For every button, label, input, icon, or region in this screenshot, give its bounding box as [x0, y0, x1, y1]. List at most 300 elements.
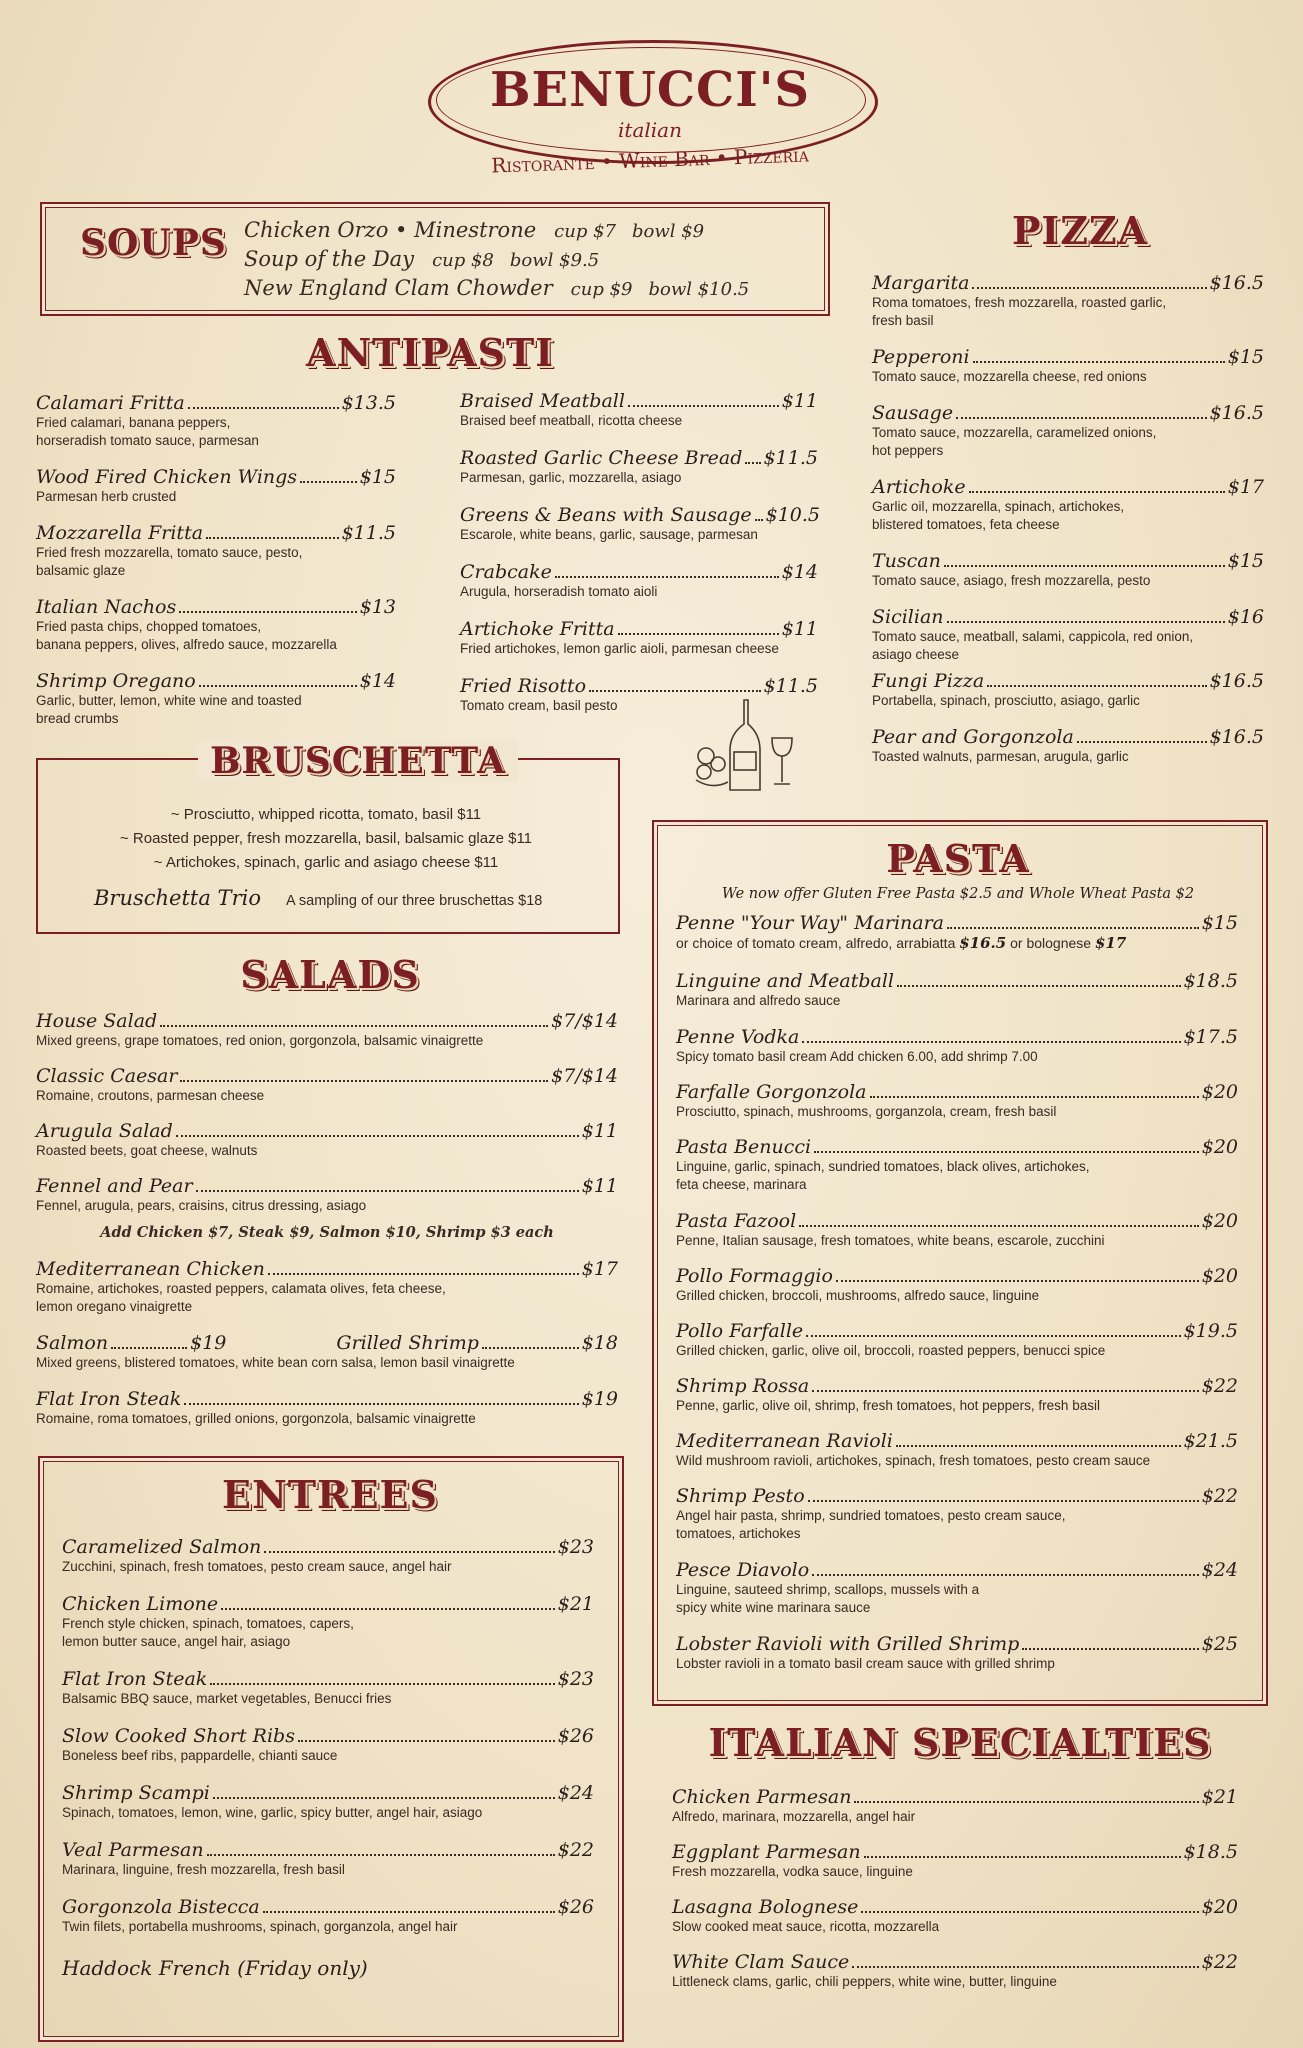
menu-item-price: $14 — [359, 670, 396, 692]
menu-item-row — [872, 402, 1264, 424]
menu-item-row — [36, 466, 396, 488]
menu-item-price: $21.5 — [1183, 1430, 1238, 1452]
menu-item-row — [36, 1258, 618, 1280]
menu-item — [672, 1896, 1238, 1936]
menu-item-name: Veal Parmesan — [62, 1839, 204, 1861]
menu-item — [460, 561, 818, 601]
menu-item — [672, 1841, 1238, 1881]
menu-item-row — [676, 1633, 1238, 1655]
menu-item-row — [62, 1896, 594, 1918]
menu-item-name: Pasta Fazool — [676, 1210, 797, 1232]
menu-item-name: Arugula Salad — [36, 1120, 173, 1142]
menu-item — [676, 1375, 1238, 1415]
menu-item-price: $11.5 — [763, 447, 818, 469]
menu-item-price: $14 — [781, 561, 818, 583]
menu-item-price: $20 — [1201, 1265, 1238, 1287]
dot-leader — [206, 537, 339, 539]
menu-item-row — [872, 272, 1264, 294]
menu-item-name: Shrimp Oregano — [36, 670, 196, 692]
menu-item — [872, 402, 1264, 460]
menu-item-price: $15 — [359, 466, 396, 488]
menu-item-price: $13 — [359, 596, 396, 618]
menu-item — [676, 1559, 1238, 1617]
logo-name: BENUCCI'S — [489, 62, 811, 118]
menu-item — [676, 970, 1238, 1010]
menu-item — [36, 1065, 618, 1105]
soup-bowl-price: bowl $9 — [631, 221, 705, 242]
menu-item-row — [672, 1786, 1238, 1808]
menu-item — [676, 1265, 1238, 1305]
menu-item-name: Gorgonzola Bistecca — [62, 1896, 260, 1918]
salad-addon: Add Chicken $7, Steak $9, Salmon $10, Shrimp $3 each — [100, 1224, 554, 1241]
menu-item-row — [62, 1725, 594, 1747]
menu-item-row — [672, 1841, 1238, 1863]
menu-item-row — [676, 1375, 1238, 1397]
menu-item-row — [62, 1593, 594, 1615]
logo-sub: italian — [618, 118, 682, 142]
desc-text: or choice of tomato cream, alfredo, arrabiatta — [676, 935, 960, 951]
menu-item — [676, 1633, 1238, 1673]
logo-tagline: Ristorante • Wine Bar • Pizzeria — [490, 142, 810, 178]
menu-item-row — [872, 550, 1264, 572]
menu-item-name: Shrimp Scampi — [62, 1782, 210, 1804]
dot-leader — [179, 611, 356, 613]
menu-item-name: Calamari Fritta — [36, 392, 185, 414]
dot-leader — [300, 481, 357, 483]
menu-item-row — [62, 1668, 594, 1690]
menu-item-desc: Roma tomatoes, fresh mozzarella, roasted garlic, fresh basil — [872, 295, 1167, 328]
dot-leader — [956, 417, 1207, 419]
menu-item-name: Pollo Farfalle — [676, 1320, 804, 1342]
menu-item-name: Crabcake — [460, 561, 552, 583]
salmon-shrimp-row — [36, 1332, 618, 1372]
dot-leader — [987, 685, 1206, 687]
dot-leader — [264, 1551, 554, 1553]
menu-item-row — [676, 1320, 1238, 1342]
soup-cup-price: cup $8 — [432, 250, 494, 271]
menu-item-row — [36, 1332, 618, 1354]
menu-item-name: Fungi Pizza — [872, 670, 985, 692]
dot-leader — [897, 985, 1181, 987]
dot-leader — [221, 1608, 555, 1610]
menu-item-desc: Tomato sauce, mozzarella cheese, red onions — [872, 369, 1147, 384]
dot-leader — [947, 621, 1225, 623]
menu-item-row — [676, 1026, 1238, 1048]
menu-item-row — [460, 390, 818, 412]
menu-item-price: $26 — [557, 1725, 594, 1747]
bruschetta-trio-name: Bruschetta Trio — [94, 886, 261, 910]
menu-item-row — [36, 1120, 618, 1142]
menu-item-row — [676, 1485, 1238, 1507]
menu-item-row — [676, 1081, 1238, 1103]
menu-item-price: $18.5 — [1183, 970, 1238, 992]
menu-item — [872, 476, 1264, 534]
menu-item — [872, 606, 1264, 664]
menu-item-name: Flat Iron Steak — [62, 1668, 208, 1690]
menu-item — [872, 670, 1264, 710]
menu-item-name: Linguine and Meatball — [676, 970, 894, 992]
menu-item-name: Classic Caesar — [36, 1065, 178, 1087]
menu-item-desc: Lobster ravioli in a tomato basil cream sauce with grilled shrimp — [676, 1656, 1055, 1671]
menu-item-desc: Romaine, croutons, parmesan cheese — [36, 1088, 265, 1103]
menu-item-name: Caramelized Salmon — [62, 1536, 262, 1558]
menu-item-price: $16.5 — [1209, 402, 1264, 424]
dot-leader — [812, 1574, 1199, 1576]
menu-item-desc: Spicy tomato basil cream Add chicken 6.00, add shrimp 7.00 — [676, 1049, 1038, 1064]
menu-item-price: $20 — [1201, 1896, 1238, 1918]
dot-leader — [896, 1445, 1181, 1447]
menu-item-price: $24 — [1201, 1559, 1238, 1581]
menu-item-desc: Parmesan herb crusted — [36, 489, 177, 504]
menu-item-name: Mediterranean Chicken — [36, 1258, 265, 1280]
menu-item-desc: Mixed greens, blistered tomatoes, white bean corn salsa, lemon basil vinaigrette — [36, 1355, 515, 1370]
menu-item-row — [872, 670, 1264, 692]
menu-item — [36, 1120, 618, 1160]
menu-item-price: $11 — [781, 618, 818, 640]
menu-item-name: Greens & Beans with Sausage — [460, 504, 752, 526]
bruschetta-title: BRUSCHETTA — [198, 740, 518, 782]
menu-item-name: White Clam Sauce — [672, 1951, 850, 1973]
dot-leader — [188, 407, 339, 409]
dot-leader — [854, 1801, 1198, 1803]
menu-item — [36, 1010, 618, 1050]
menu-item — [872, 550, 1264, 590]
menu-item-desc: Mixed greens, grape tomatoes, red onion, gorgonzola, balsamic vinaigrette — [36, 1033, 484, 1048]
menu-item-name: Flat Iron Steak — [36, 1388, 182, 1410]
menu-item-row — [36, 392, 396, 414]
menu-item-price: $15 — [1201, 912, 1238, 934]
menu-item-name: Fennel and Pear — [36, 1175, 193, 1197]
menu-item-name: Chicken Limone — [62, 1593, 219, 1615]
menu-item-name: Tuscan — [872, 550, 941, 572]
menu-item — [460, 390, 818, 430]
menu-item-row — [676, 912, 1238, 934]
menu-item-name: Pear and Gorgonzola — [872, 726, 1074, 748]
menu-item — [872, 726, 1264, 766]
dot-leader — [870, 1096, 1199, 1098]
menu-item-row — [872, 606, 1264, 628]
menu-item-desc: Romaine, roma tomatoes, grilled onions, gorgonzola, balsamic vinaigrette — [36, 1411, 476, 1426]
dot-leader — [210, 1683, 554, 1685]
menu-item-price: $18 — [581, 1332, 618, 1354]
dot-leader — [745, 462, 760, 464]
menu-item-name: Grilled Shrimp — [336, 1332, 479, 1354]
menu-item-price: $11 — [781, 390, 818, 412]
soup-bowl-price: bowl $10.5 — [648, 279, 750, 300]
menu-item-row — [460, 504, 821, 526]
dot-leader — [799, 1225, 1199, 1227]
soup-name: New England Clam Chowder — [244, 276, 553, 300]
menu-item-price: $24 — [557, 1782, 594, 1804]
menu-item-price: $23 — [557, 1536, 594, 1558]
menu-item-price: $7/$14 — [551, 1065, 618, 1087]
menu-item-name: Pollo Formaggio — [676, 1265, 833, 1287]
menu-item-price: $17.5 — [1183, 1026, 1238, 1048]
dot-leader — [482, 1347, 579, 1349]
menu-item-row — [872, 726, 1264, 748]
soup-line — [244, 218, 704, 242]
menu-item-name: Shrimp Pesto — [676, 1485, 805, 1507]
menu-item — [676, 1081, 1238, 1121]
pizza-title: PIZZA — [1011, 208, 1149, 253]
menu-item-row — [36, 522, 396, 544]
menu-item-price: $11 — [581, 1120, 618, 1142]
menu-item-price: $17 — [581, 1258, 618, 1280]
dot-leader — [944, 565, 1225, 567]
menu-item-name: Penne "Your Way" Marinara — [676, 912, 944, 934]
menu-item — [460, 504, 821, 544]
dot-leader — [806, 1335, 1180, 1337]
menu-item-price: $20 — [1201, 1136, 1238, 1158]
menu-item-row — [36, 1010, 618, 1032]
menu-item-desc: Littleneck clams, garlic, chili peppers, white wine, butter, linguine — [672, 1974, 1057, 1989]
menu-item-desc: Slow cooked meat sauce, ricotta, mozzarella — [672, 1919, 940, 1934]
menu-item-price: $19 — [190, 1332, 227, 1354]
menu-item-desc: Prosciutto, spinach, mushrooms, gorganzola, cream, fresh basil — [676, 1104, 1057, 1119]
menu-item-price: $15 — [1227, 346, 1264, 368]
menu-item-row — [62, 1536, 594, 1558]
menu-item-price: $16.5 — [1209, 726, 1264, 748]
soup-cup-price: cup $9 — [570, 279, 633, 300]
menu-item — [62, 1668, 594, 1708]
menu-item — [36, 1175, 618, 1215]
dot-leader — [836, 1280, 1199, 1282]
soup-name: Chicken Orzo • Minestrone — [244, 218, 537, 242]
dot-leader — [176, 1135, 579, 1137]
antipasti-title: ANTIPASTI — [305, 330, 555, 375]
menu-item-row — [36, 1388, 618, 1410]
menu-item-desc: Garlic, butter, lemon, white wine and toasted bread crumbs — [36, 693, 302, 726]
menu-item — [36, 392, 396, 450]
pasta-note: We now offer Gluten Free Pasta $2.5 and Whole Wheat Pasta $2 — [721, 886, 1195, 902]
menu-item — [672, 1951, 1238, 1991]
menu-item-desc: Tomato sauce, mozzarella, caramelized onions, hot peppers — [872, 425, 1157, 458]
menu-item-name: Penne Vodka — [676, 1026, 800, 1048]
menu-item-name: Roasted Garlic Cheese Bread — [460, 447, 743, 469]
menu-item-name: Fried Risotto — [460, 675, 587, 697]
option-price: $16.5 — [959, 934, 1007, 952]
menu-item-desc: Grilled chicken, broccoli, mushrooms, alfredo sauce, linguine — [676, 1288, 1040, 1303]
bruschetta-trio-desc: A sampling of our three bruschettas $18 — [286, 893, 543, 909]
dot-leader — [207, 1854, 555, 1856]
menu-item-name: Artichoke Fritta — [460, 618, 615, 640]
menu-item-row — [672, 1896, 1238, 1918]
menu-item-name: Sausage — [872, 402, 954, 424]
menu-item — [62, 1782, 594, 1822]
menu-item-desc: Portabella, spinach, prosciutto, asiago, garlic — [872, 693, 1140, 708]
dot-leader — [555, 576, 779, 578]
menu-item-price: $19 — [581, 1388, 618, 1410]
menu-item-name: Eggplant Parmesan — [672, 1841, 861, 1863]
menu-item-row — [676, 1430, 1238, 1452]
menu-item — [36, 670, 396, 728]
menu-item-price: $21 — [557, 1593, 594, 1615]
menu-item — [36, 1258, 618, 1316]
menu-item-desc: Arugula, horseradish tomato aioli — [460, 584, 658, 599]
dot-leader — [298, 1740, 555, 1742]
menu-item — [62, 1896, 594, 1936]
menu-item-price: $22 — [557, 1839, 594, 1861]
menu-item-row — [676, 1559, 1238, 1581]
desc-text: or bolognese — [1006, 935, 1095, 951]
menu-item-desc: French style chicken, spinach, tomatoes, capers, lemon butter sauce, angel hair, asiago — [62, 1616, 354, 1649]
menu-item-desc: Zucchini, spinach, fresh tomatoes, pesto cream sauce, angel hair — [62, 1559, 452, 1574]
menu-item-name: Sicilian — [872, 606, 944, 628]
menu-item-desc: Fresh mozzarella, vodka sauce, linguine — [672, 1864, 913, 1879]
dot-leader — [111, 1347, 187, 1349]
dot-leader — [1077, 741, 1207, 743]
dot-leader — [861, 1911, 1198, 1913]
option-price: $17 — [1094, 934, 1127, 952]
dot-leader — [268, 1273, 579, 1275]
menu-item-desc: Alfredo, marinara, mozzarella, angel hair — [672, 1809, 916, 1824]
menu-item-row — [676, 1136, 1238, 1158]
menu-item-row — [676, 1210, 1238, 1232]
menu-item — [36, 466, 396, 506]
menu-item-name: Slow Cooked Short Ribs — [62, 1725, 295, 1747]
menu-item-price: $11 — [581, 1175, 618, 1197]
menu-item-row — [460, 447, 818, 469]
dot-leader — [196, 1190, 579, 1192]
menu-item-row — [672, 1951, 1238, 1973]
menu-item-desc: Tomato cream, basil pesto — [460, 698, 618, 713]
dot-leader — [160, 1025, 548, 1027]
menu-item-price: $16.5 — [1209, 272, 1264, 294]
dot-leader — [213, 1797, 555, 1799]
menu-item-row — [460, 618, 818, 640]
menu-item — [872, 346, 1264, 386]
menu-item — [672, 1786, 1238, 1826]
menu-item-price: $23 — [557, 1668, 594, 1690]
menu-item — [62, 1725, 594, 1765]
menu-item-price: $10.5 — [765, 504, 821, 526]
menu-item-price: $22 — [1201, 1375, 1238, 1397]
menu-item-desc: Penne, Italian sausage, fresh tomatoes, white beans, escarole, zucchini — [676, 1233, 1105, 1248]
menu-item — [36, 522, 396, 580]
bruschetta-option: ~ Roasted pepper, fresh mozzarella, basil, balsamic glaze $11 — [119, 830, 533, 847]
dot-leader — [852, 1966, 1199, 1968]
pasta-title: PASTA — [886, 836, 1030, 881]
menu-item-name: Braised Meatball — [460, 390, 625, 412]
menu-item-price: $19.5 — [1183, 1320, 1238, 1342]
soup-cup-price: cup $7 — [554, 221, 616, 242]
dot-leader — [1022, 1648, 1198, 1650]
menu-item-desc: Fennel, arugula, pears, craisins, citrus dressing, asiago — [36, 1198, 367, 1213]
wine-bottle-icon — [682, 690, 802, 800]
menu-item-name: Mediterranean Ravioli — [676, 1430, 893, 1452]
dot-leader — [184, 1403, 578, 1405]
menu-item-desc: Balsamic BBQ sauce, market vegetables, Benucci fries — [62, 1691, 392, 1706]
menu-item-row — [36, 596, 396, 618]
menu-item — [676, 1320, 1238, 1360]
menu-item-name: Margarita — [872, 272, 970, 294]
menu-item-row — [460, 561, 818, 583]
bruschetta-option: ~ Prosciutto, whipped ricotta, tomato, basil $11 — [170, 806, 482, 823]
dot-leader — [973, 361, 1225, 363]
dot-leader — [263, 1911, 555, 1913]
menu-item-price: $17 — [1227, 476, 1264, 498]
menu-item-desc: Tomato sauce, asiago, fresh mozzarella, pesto — [872, 573, 1151, 588]
menu-item-price: $11.5 — [341, 522, 396, 544]
menu-item-price: $26 — [557, 1896, 594, 1918]
menu-item-name: Italian Nachos — [36, 596, 177, 618]
menu-item-price: $16 — [1227, 606, 1264, 628]
menu-item-desc: Fried fresh mozzarella, tomato sauce, pesto, balsamic glaze — [36, 545, 303, 578]
menu-item-name: Wood Fired Chicken Wings — [36, 466, 298, 488]
menu-item-name: Artichoke — [872, 476, 966, 498]
soup-bowl-price: bowl $9.5 — [509, 250, 600, 271]
dot-leader — [199, 685, 357, 687]
menu-item — [676, 1026, 1238, 1066]
menu-item-desc: Marinara, linguine, fresh mozzarella, fresh basil — [62, 1862, 345, 1877]
menu-item-name: House Salad — [36, 1010, 158, 1032]
menu-item-price: $21 — [1201, 1786, 1238, 1808]
menu-item — [676, 1485, 1238, 1543]
menu-item-desc: Fried artichokes, lemon garlic aioli, parmesan cheese — [460, 641, 779, 656]
menu-item-price: $7/$14 — [551, 1010, 618, 1032]
menu-item-desc: Spinach, tomatoes, lemon, wine, garlic, spicy butter, angel hair, asiago — [62, 1805, 483, 1820]
menu-item — [460, 447, 818, 487]
dot-leader — [808, 1500, 1199, 1502]
menu-item-desc: Tomato sauce, meatball, salami, cappicola, red onion, asiago cheese — [872, 629, 1194, 662]
menu-item-name: Lasagna Bolognese — [672, 1896, 859, 1918]
menu-item-desc: Toasted walnuts, parmesan, arugula, garlic — [872, 749, 1129, 764]
menu-item — [676, 1136, 1238, 1194]
menu-item-row — [676, 970, 1238, 992]
dot-leader — [755, 519, 763, 521]
menu-item — [62, 1839, 594, 1879]
menu-item-row — [36, 1175, 618, 1197]
soup-line — [244, 247, 599, 271]
menu-item-price: $15 — [1227, 550, 1264, 572]
menu-item — [36, 1388, 618, 1428]
menu-item-name: Salmon — [36, 1332, 109, 1354]
menu-item-price: $22 — [1201, 1485, 1238, 1507]
menu-item-row — [62, 1782, 594, 1804]
menu-item-name: Pesce Diavolo — [676, 1559, 810, 1581]
menu-item-row — [62, 1839, 594, 1861]
soups-title: SOUPS — [80, 222, 227, 264]
dot-leader — [180, 1080, 548, 1082]
menu-item-price: $20 — [1201, 1210, 1238, 1232]
menu-item — [872, 272, 1264, 330]
menu-item-desc: Fried pasta chips, chopped tomatoes, banana peppers, olives, alfredo sauce, mozzarella — [36, 619, 337, 652]
dot-leader — [618, 633, 779, 635]
menu-item-price: $16.5 — [1209, 670, 1264, 692]
dot-leader — [812, 1390, 1199, 1392]
menu-item-desc: Fried calamari, banana peppers, horseradish tomato sauce, parmesan — [36, 415, 259, 448]
dot-leader — [628, 405, 779, 407]
menu-item-price: $11.5 — [763, 675, 818, 697]
menu-item-desc: Garlic oil, mozzarella, spinach, artichokes, blistered tomatoes, feta cheese — [872, 499, 1125, 532]
menu-item-desc: Braised beef meatball, ricotta cheese — [460, 413, 683, 428]
menu-item — [62, 1593, 594, 1651]
soup-name: Soup of the Day — [244, 247, 415, 271]
menu-item-price: $13.5 — [341, 392, 396, 414]
menu-item-desc: Marinara and alfredo sauce — [676, 993, 841, 1008]
dot-leader — [972, 287, 1206, 289]
haddock-item: Haddock French (Friday only) — [62, 1956, 368, 1980]
menu-item-price: $25 — [1201, 1633, 1238, 1655]
menu-item — [460, 618, 818, 658]
dot-leader — [802, 1041, 1180, 1043]
soup-line — [244, 276, 749, 300]
menu-item — [676, 1430, 1238, 1470]
dot-leader — [814, 1151, 1199, 1153]
entrees-title: ENTREES — [222, 1472, 438, 1517]
bruschetta-option: ~ Artichokes, spinach, garlic and asiago cheese $11 — [153, 854, 499, 871]
specialties-title: ITALIAN SPECIALTIES — [708, 1720, 1212, 1765]
